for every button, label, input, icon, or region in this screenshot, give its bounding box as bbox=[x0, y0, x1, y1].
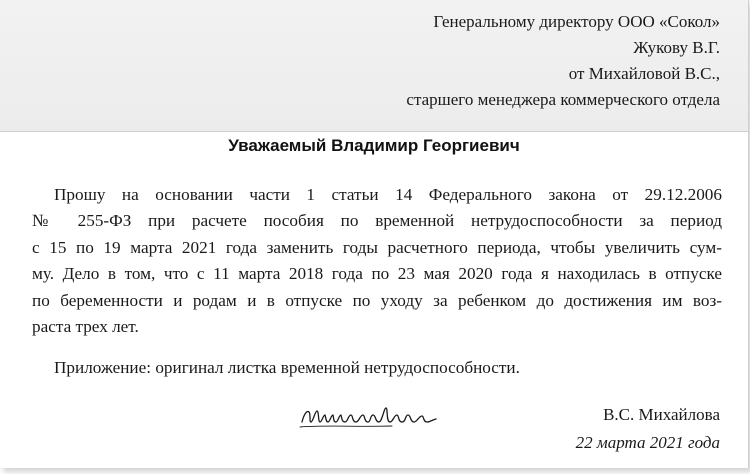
addressee-lines bbox=[260, 9, 720, 113]
body-line: раста трех лет. bbox=[32, 317, 139, 337]
addressee-sender-position: старшего менеджера коммерческого отдела bbox=[406, 90, 720, 109]
body-line: № 255-ФЗ при расчете пособия по временной нетрудоспособности за период bbox=[32, 211, 722, 231]
addressee-recipient-title: Генеральному директору ООО «Сокол» bbox=[433, 12, 720, 31]
body-line: с 15 по 19 марта 2021 года заменить годы расчетного периода, чтобы увеличить сум- bbox=[32, 237, 722, 257]
addressee-recipient-name: Жукову В.Г. bbox=[633, 38, 720, 57]
addressee-block bbox=[0, 0, 748, 132]
body-line: Прошу на основании части 1 статьи 14 Федерального закона от 29.12.2006 bbox=[54, 185, 722, 204]
handwritten-signature bbox=[296, 400, 446, 436]
attachment-note: Приложение: оригинал листка временной нетрудоспособности. bbox=[54, 358, 520, 377]
signature-date: 22 марта 2021 года bbox=[575, 433, 720, 452]
letter-body bbox=[32, 182, 722, 340]
salutation: Уважаемый Владимир Георгиевич bbox=[228, 136, 520, 155]
body-line: по беременности и родам и в отпуске по уходу за ребенком до достижения им воз- bbox=[32, 290, 722, 310]
body-line: му. Дело в том, что с 11 марта 2018 года по 23 мая 2020 года я находилась в отпуске bbox=[32, 264, 722, 284]
signer-name: В.С. Михайлова bbox=[603, 405, 720, 424]
addressee-sender-name: от Михайловой В.С., bbox=[568, 64, 720, 83]
